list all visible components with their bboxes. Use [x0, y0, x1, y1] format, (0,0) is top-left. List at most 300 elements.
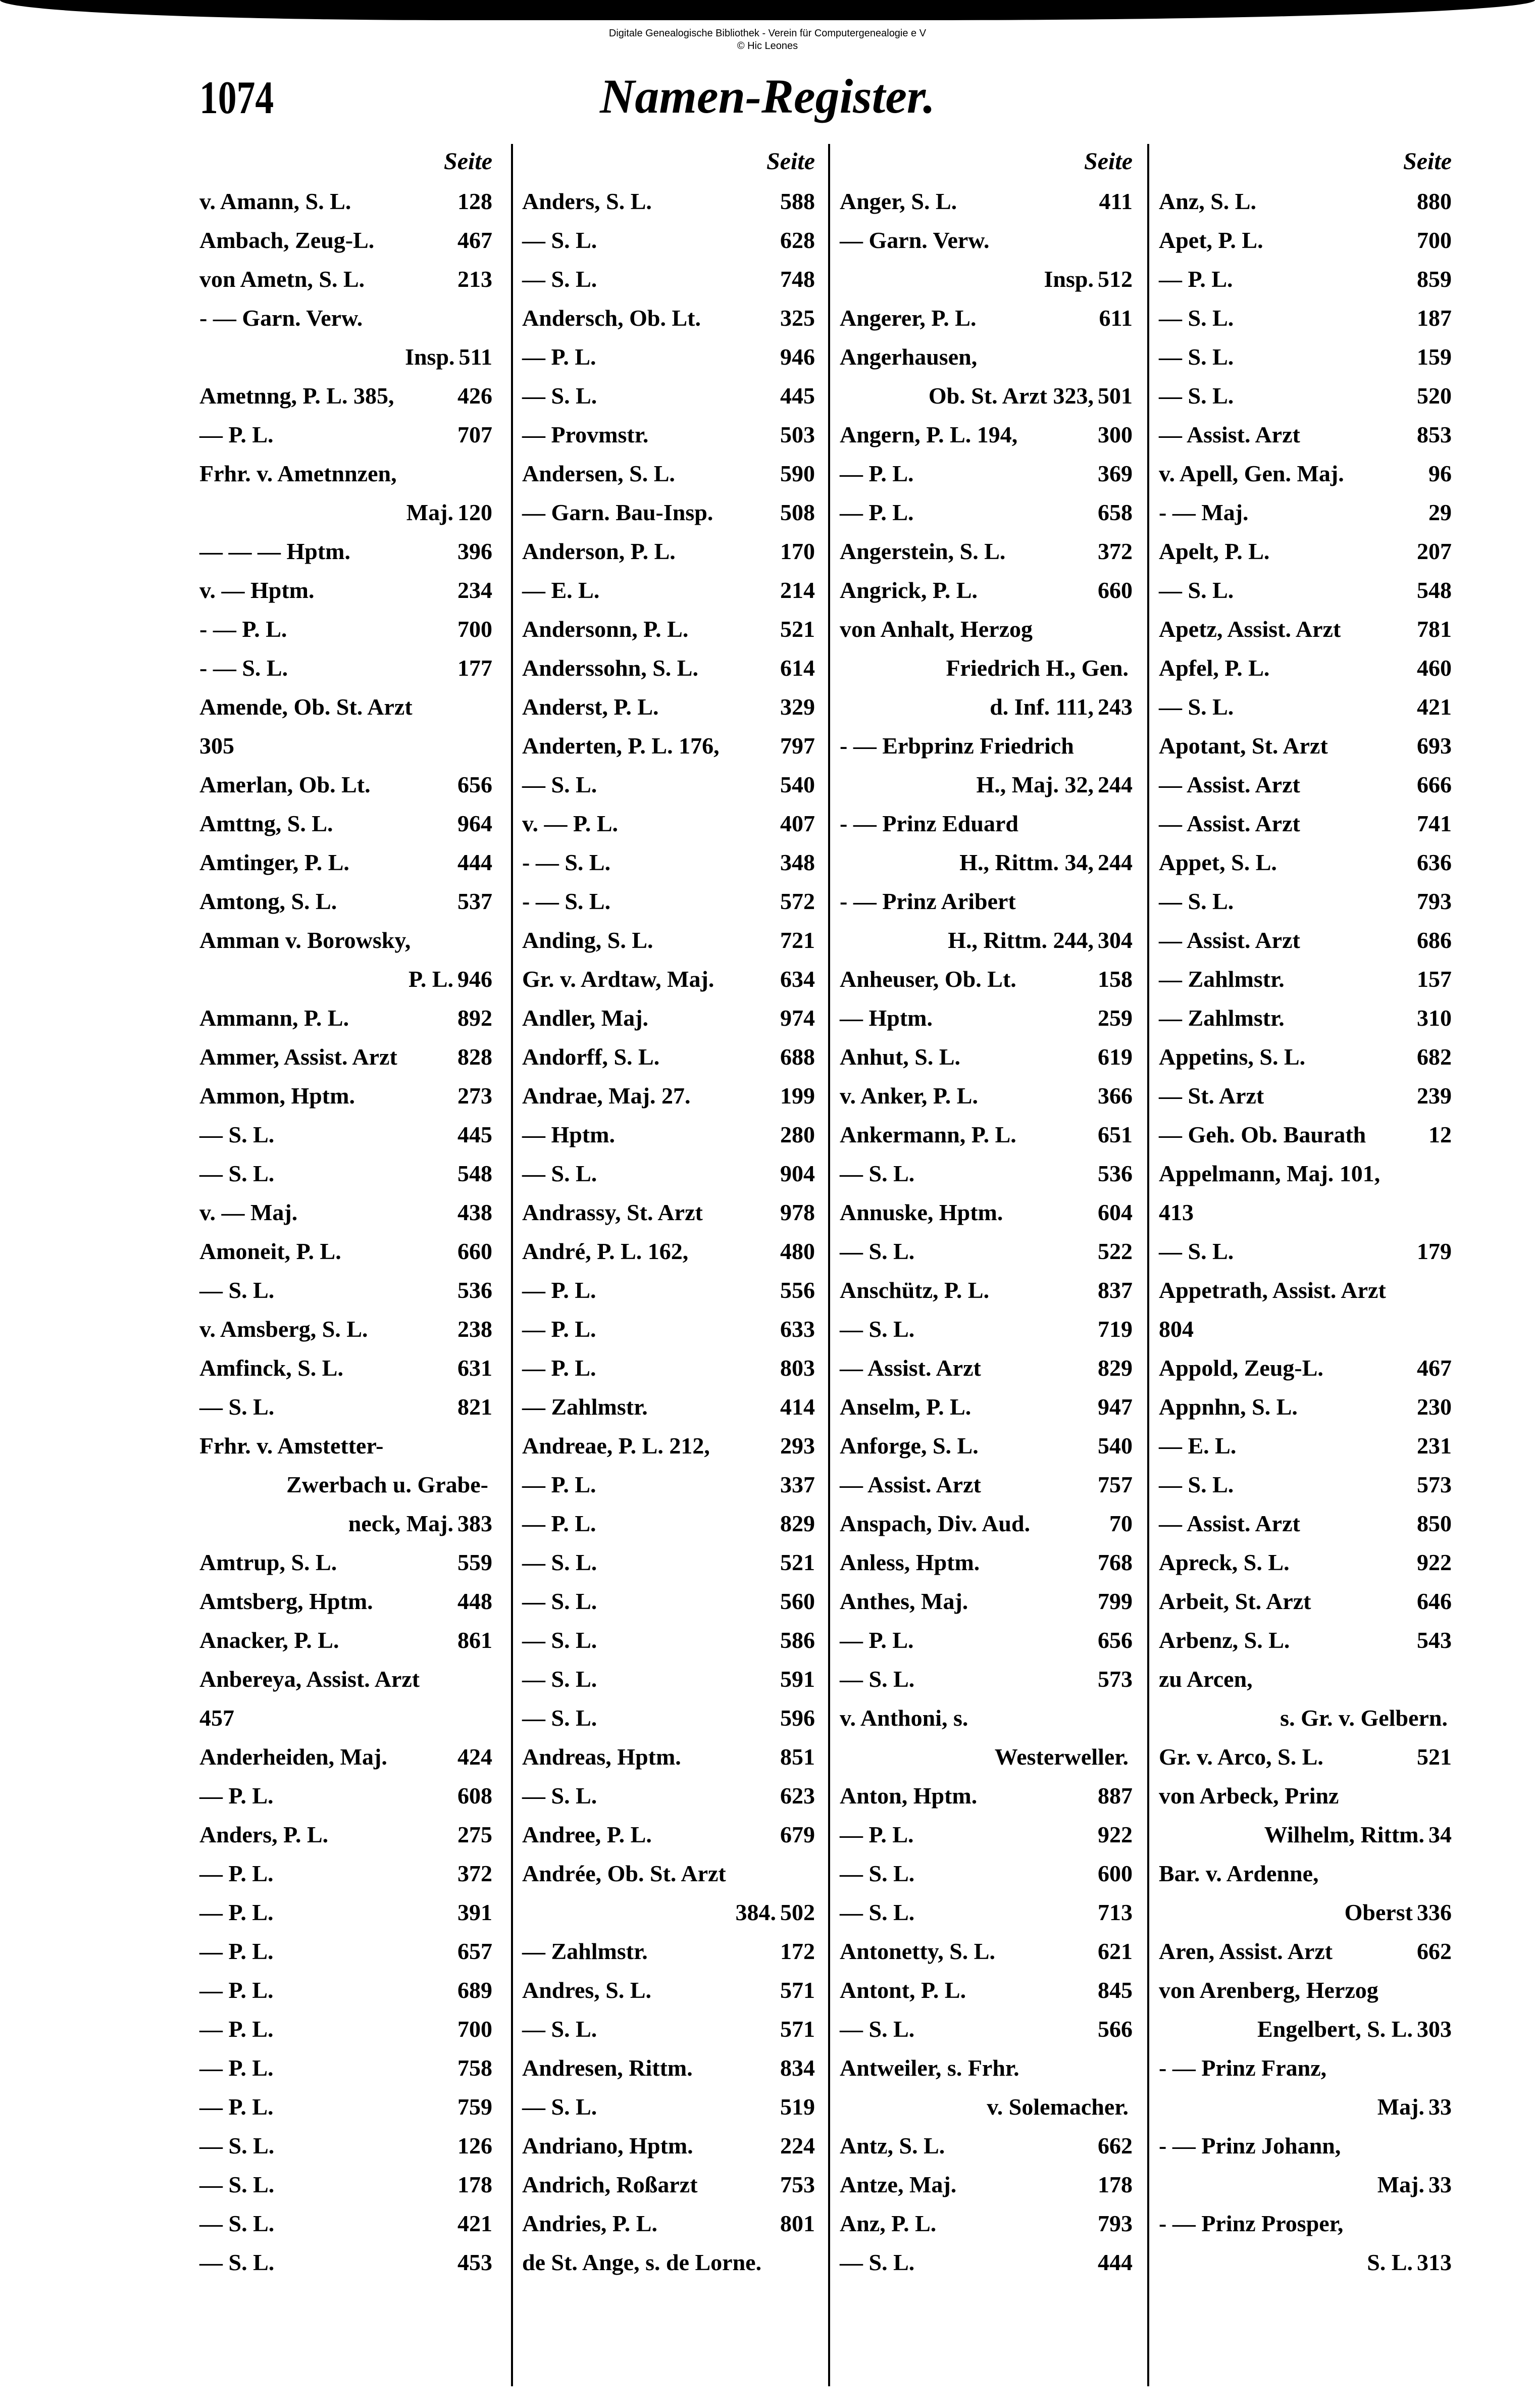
entry-page: 158	[1098, 966, 1133, 992]
register-entry	[199, 843, 492, 882]
entry-name: — E. L.	[522, 577, 600, 603]
entry-page: 366	[1098, 1083, 1133, 1109]
register-entry	[840, 610, 1133, 648]
entry-name: — P. L.	[199, 1938, 274, 1964]
entry-page: 34	[1428, 1822, 1452, 1847]
register-entry	[840, 1426, 1133, 1465]
entry-page: 571	[780, 1977, 815, 2003]
register-entry	[840, 1932, 1133, 1971]
entry-page: 445	[780, 383, 815, 409]
register-entry	[1159, 376, 1452, 415]
register-entry	[1159, 2048, 1452, 2087]
entry-page: 964	[457, 811, 492, 836]
register-entry	[1159, 337, 1452, 376]
register-entry	[840, 532, 1133, 571]
entry-page: 337	[780, 1472, 815, 1497]
register-entry	[199, 1737, 492, 1776]
entry-name: Andersen, S. L.	[522, 461, 675, 486]
entry-name: — P. L.	[522, 1355, 596, 1381]
entry-name: Anhut, S. L.	[840, 1044, 961, 1070]
entry-page: 700	[457, 616, 492, 642]
register-entry	[522, 1154, 815, 1193]
entry-name: Anselm, P. L.	[840, 1394, 971, 1420]
column-divider	[828, 144, 830, 2386]
entry-page: 313	[1417, 2249, 1452, 2275]
register-entry	[840, 2165, 1133, 2204]
entry-name: Annuske, Hptm.	[840, 1199, 1003, 1225]
entry-page: 631	[457, 1355, 492, 1381]
entry-name: Anderson, P. L.	[522, 538, 676, 564]
entry-name: Bar. v. Ardenne,	[1159, 1861, 1319, 1886]
entry-page: 658	[1098, 499, 1133, 525]
register-entry	[522, 1076, 815, 1115]
entry-name: — S. L.	[199, 1394, 275, 1420]
register-entry	[1159, 1193, 1452, 1232]
register-entry	[840, 687, 1133, 726]
entry-name: Andorff, S. L.	[522, 1044, 660, 1070]
register-entry	[1159, 1660, 1452, 1698]
entry-name: 384.	[735, 1899, 776, 1925]
register-entry	[199, 454, 492, 493]
register-entry	[840, 2204, 1133, 2243]
entry-page: 748	[780, 266, 815, 292]
register-entry	[840, 882, 1133, 921]
register-entry	[840, 1543, 1133, 1582]
register-entry	[522, 765, 815, 804]
entry-name: v. Amsberg, S. L.	[199, 1316, 368, 1342]
entry-page: 304	[1098, 927, 1133, 953]
register-entry	[199, 571, 492, 610]
seite-header: Seite	[1084, 148, 1133, 175]
register-entry	[1159, 415, 1452, 454]
register-entry	[522, 1387, 815, 1426]
entry-name: — S. L.	[1159, 694, 1234, 720]
entry-name: - — Prinz Johann,	[1159, 2133, 1341, 2159]
entry-name: Andree, P. L.	[522, 1822, 652, 1847]
entry-name: — P. L.	[522, 1472, 596, 1497]
register-entry	[522, 1660, 815, 1698]
register-entry	[1159, 2165, 1452, 2204]
entry-name: — S. L.	[199, 2172, 275, 2197]
entry-page: 588	[780, 188, 815, 214]
register-column-4	[1159, 141, 1452, 2282]
entry-page: 519	[780, 2094, 815, 2120]
entry-page: 666	[1417, 772, 1452, 797]
seite-header: Seite	[444, 148, 492, 175]
entry-name: Friedrich H., Gen.	[946, 655, 1129, 681]
entry-page: 834	[780, 2055, 815, 2081]
register-entry	[840, 493, 1133, 532]
entry-name: Andresen, Rittm.	[522, 2055, 693, 2081]
entry-name: - — S. L.	[199, 655, 288, 681]
entry-page: 611	[1099, 305, 1133, 331]
entry-page: 803	[780, 1355, 815, 1381]
entry-page: 457	[199, 1705, 234, 1731]
entry-name: Anderssohn, S. L.	[522, 655, 698, 681]
register-entry	[840, 1387, 1133, 1426]
register-entry	[522, 998, 815, 1037]
entry-page: 512	[1098, 266, 1133, 292]
entry-name: Appold, Zeug-L.	[1159, 1355, 1323, 1381]
entry-name: Anless, Hptm.	[840, 1549, 980, 1575]
entry-name: - — Maj.	[1159, 499, 1249, 525]
register-entry	[199, 960, 492, 998]
register-entry	[840, 1348, 1133, 1387]
entry-name: — P. L.	[840, 1822, 914, 1847]
register-entry	[840, 1076, 1133, 1115]
register-entry	[840, 804, 1133, 843]
entry-name: Ankermann, P. L.	[840, 1122, 1016, 1147]
register-entry	[199, 648, 492, 687]
entry-page: 503	[780, 422, 815, 447]
entry-name: Anacker, P. L.	[199, 1627, 339, 1653]
register-entry	[1159, 687, 1452, 726]
entry-name: — S. L.	[199, 2133, 275, 2159]
entry-name: s. Gr. v. Gelbern.	[1280, 1705, 1448, 1731]
entry-name: Anheuser, Ob. Lt.	[840, 966, 1016, 992]
register-entry	[840, 571, 1133, 610]
register-entry	[522, 921, 815, 960]
register-column-3	[840, 141, 1133, 2282]
entry-page: 170	[780, 538, 815, 564]
entry-page: 329	[780, 694, 815, 720]
entry-name: v. Solemacher.	[987, 2094, 1129, 2120]
entry-page: 521	[780, 1549, 815, 1575]
entry-name: Andrée, Ob. St. Arzt	[522, 1861, 726, 1886]
entry-page: 33	[1428, 2094, 1452, 2120]
entry-page: 707	[457, 422, 492, 447]
entry-page: 336	[1417, 1899, 1452, 1925]
register-entry	[522, 1815, 815, 1854]
entry-page: 978	[780, 1199, 815, 1225]
entry-name: Anz, S. L.	[1159, 188, 1256, 214]
register-entry	[1159, 454, 1452, 493]
entry-name: — S. L.	[522, 1783, 597, 1809]
entry-name: Angrick, P. L.	[840, 577, 978, 603]
entry-name: Appetrath, Assist. Arzt	[1159, 1277, 1386, 1303]
register-entry	[840, 648, 1133, 687]
register-entry	[1159, 1504, 1452, 1543]
register-entry	[840, 1660, 1133, 1698]
entry-page: 688	[780, 1044, 815, 1070]
register-entry	[199, 260, 492, 298]
entry-page: 572	[780, 888, 815, 914]
entry-page: 536	[1098, 1161, 1133, 1186]
entry-page: 768	[1098, 1549, 1133, 1575]
entry-name: Andersch, Ob. Lt.	[522, 305, 701, 331]
register-entry	[522, 1426, 815, 1465]
register-entry	[199, 1698, 492, 1737]
register-entry	[522, 1348, 815, 1387]
register-entry	[840, 1193, 1133, 1232]
entry-name: - — Prinz Eduard	[840, 811, 1018, 836]
entry-page: 444	[1098, 2249, 1133, 2275]
seite-header: Seite	[1403, 148, 1452, 175]
register-entry	[1159, 610, 1452, 648]
entry-name: v. Apell, Gen. Maj.	[1159, 461, 1344, 486]
entry-name: v. Anthoni, s.	[840, 1705, 968, 1731]
seite-header: Seite	[766, 148, 815, 175]
register-entry	[840, 1893, 1133, 1932]
register-entry	[199, 493, 492, 532]
register-entry	[199, 1115, 492, 1154]
register-entry	[199, 1076, 492, 1115]
register-entry	[522, 1776, 815, 1815]
register-entry	[1159, 1815, 1452, 1854]
entry-page: 759	[457, 2094, 492, 2120]
register-entry	[522, 687, 815, 726]
entry-name: — S. L.	[840, 1316, 915, 1342]
entry-page: 758	[457, 2055, 492, 2081]
watermark-line-1: Digitale Genealogische Bibliothek - Verein für Computergenealogie e V	[608, 28, 927, 39]
entry-name: d. Inf. 111,	[990, 694, 1094, 720]
entry-page: 414	[780, 1394, 815, 1420]
entry-name: Appelmann, Maj. 101,	[1159, 1161, 1380, 1186]
register-entry	[522, 1543, 815, 1582]
entry-name: Ambach, Zeug-L.	[199, 227, 375, 253]
entry-page: 559	[457, 1549, 492, 1575]
entry-name: Antweiler, s. Frhr.	[840, 2055, 1019, 2081]
register-entry	[1159, 1971, 1452, 2010]
register-entry	[840, 1504, 1133, 1543]
register-entry	[522, 298, 815, 337]
register-entry	[840, 1971, 1133, 2010]
entry-page: 126	[457, 2133, 492, 2159]
entry-name: - — Prinz Prosper,	[1159, 2211, 1344, 2236]
register-entry	[1159, 493, 1452, 532]
entry-page: 537	[457, 888, 492, 914]
register-entry	[840, 960, 1133, 998]
entry-page: 700	[457, 2016, 492, 2042]
entry-page: 207	[1417, 538, 1452, 564]
entry-name: — P. L.	[840, 1627, 914, 1653]
entry-name: Amtong, S. L.	[199, 888, 337, 914]
entry-page: 679	[780, 1822, 815, 1847]
entry-name: Apetz, Assist. Arzt	[1159, 616, 1341, 642]
register-entry	[1159, 2204, 1452, 2243]
entry-name: Westerweller.	[994, 1744, 1129, 1770]
register-entry	[199, 1154, 492, 1193]
entry-name: — S. L.	[522, 383, 597, 409]
register-entry	[840, 1154, 1133, 1193]
entry-name: — Zahlmstr.	[1159, 1005, 1285, 1031]
entry-page: 741	[1417, 811, 1452, 836]
entry-name: Anspach, Div. Aud.	[840, 1511, 1031, 1536]
entry-name: — P. L.	[199, 1783, 274, 1809]
entry-page: 757	[1098, 1472, 1133, 1497]
register-entry	[1159, 1115, 1452, 1154]
entry-page: 303	[1417, 2016, 1452, 2042]
entry-name: Apelt, P. L.	[1159, 538, 1270, 564]
entry-page: 560	[780, 1588, 815, 1614]
entry-page: 850	[1417, 1511, 1452, 1536]
entry-page: 686	[1417, 927, 1452, 953]
entry-page: 623	[780, 1783, 815, 1809]
register-entry	[840, 2126, 1133, 2165]
entry-page: 522	[1098, 1238, 1133, 1264]
entry-name: — S. L.	[522, 2016, 597, 2042]
entry-name: Antz, S. L.	[840, 2133, 945, 2159]
entry-name: von Anhalt, Herzog	[840, 616, 1033, 642]
entry-name: — Geh. Ob. Baurath	[1159, 1122, 1366, 1147]
entry-name: — S. L.	[522, 1666, 597, 1692]
entry-page: 608	[457, 1783, 492, 1809]
entry-page: 548	[457, 1161, 492, 1186]
entry-page: 837	[1098, 1277, 1133, 1303]
register-entry	[1159, 2087, 1452, 2126]
register-entry	[199, 298, 492, 337]
entry-page: 619	[1098, 1044, 1133, 1070]
entry-name: Anz, P. L.	[840, 2211, 937, 2236]
entry-page: 214	[780, 577, 815, 603]
register-entry	[1159, 1543, 1452, 1582]
entry-name: Zwerbach u. Grabe-	[286, 1472, 488, 1497]
entry-name: S. L.	[1367, 2249, 1413, 2275]
entry-name: v. — Maj.	[199, 1199, 298, 1225]
register-entry	[840, 1037, 1133, 1076]
entry-name: André, P. L. 162,	[522, 1238, 689, 1264]
entry-page: 821	[457, 1394, 492, 1420]
entry-page: 887	[1098, 1783, 1133, 1809]
entry-name: Anschütz, P. L.	[840, 1277, 990, 1303]
scan-edge	[0, 0, 1535, 20]
register-entry	[199, 1348, 492, 1387]
register-entry	[522, 493, 815, 532]
register-entry	[522, 843, 815, 882]
register-entry	[199, 2165, 492, 2204]
entry-name: — Zahlmstr.	[522, 1938, 648, 1964]
register-entry	[1159, 571, 1452, 610]
register-entry	[199, 1193, 492, 1232]
entry-name: — Assist. Arzt	[1159, 811, 1300, 836]
register-entry	[1159, 2126, 1452, 2165]
register-entry	[840, 2087, 1133, 2126]
register-entry	[199, 1932, 492, 1971]
entry-page: 922	[1417, 1549, 1452, 1575]
entry-page: 444	[457, 849, 492, 875]
entry-page: 540	[780, 772, 815, 797]
entry-name: zu Arcen,	[1159, 1666, 1253, 1692]
entry-name: Antze, Maj.	[840, 2172, 957, 2197]
register-entry	[199, 1854, 492, 1893]
entry-name: — P. L.	[522, 344, 596, 370]
entry-page: 573	[1417, 1472, 1452, 1497]
entry-page: 536	[457, 1277, 492, 1303]
entry-name: - — S. L.	[522, 849, 611, 875]
entry-page: 646	[1417, 1588, 1452, 1614]
register-entry	[1159, 1698, 1452, 1737]
entry-name: de St. Ange, s. de Lorne.	[522, 2249, 762, 2275]
entry-name: Andreas, Hptm.	[522, 1744, 681, 1770]
entry-name: Apotant, St. Arzt	[1159, 733, 1328, 759]
entry-name: Ammann, P. L.	[199, 1005, 349, 1031]
register-entry	[522, 1465, 815, 1504]
register-entry	[199, 1776, 492, 1815]
entry-page: 411	[1099, 188, 1133, 214]
entry-name: Anderheiden, Maj.	[199, 1744, 387, 1770]
entry-page: 829	[1098, 1355, 1133, 1381]
entry-page: 521	[1417, 1744, 1452, 1770]
entry-page: 460	[1417, 655, 1452, 681]
entry-name: Maj.	[406, 499, 453, 525]
entry-page: 369	[1098, 461, 1133, 486]
register-entry	[522, 804, 815, 843]
register-entry	[1159, 298, 1452, 337]
register-entry	[522, 1037, 815, 1076]
entry-page: 348	[780, 849, 815, 875]
register-entry	[1159, 1232, 1452, 1271]
entry-page: 657	[457, 1938, 492, 1964]
register-entry	[199, 376, 492, 415]
register-entry	[1159, 1465, 1452, 1504]
column-divider	[511, 144, 513, 2386]
entry-name: — P. L.	[840, 461, 914, 486]
entry-name: Amtsberg, Hptm.	[199, 1588, 373, 1614]
register-entry	[522, 376, 815, 415]
register-entry	[199, 2010, 492, 2048]
register-entry	[1159, 1582, 1452, 1621]
entry-name: Amfinck, S. L.	[199, 1355, 343, 1381]
entry-name: — Hptm.	[522, 1122, 615, 1147]
register-entry	[1159, 1621, 1452, 1660]
entry-page: 177	[457, 655, 492, 681]
register-entry	[840, 454, 1133, 493]
register-entry	[1159, 765, 1452, 804]
entry-page: 391	[457, 1899, 492, 1925]
entry-name: Arbeit, St. Arzt	[1159, 1588, 1311, 1614]
entry-name: — S. L.	[522, 266, 597, 292]
entry-page: 656	[457, 772, 492, 797]
entry-page: 199	[780, 1083, 815, 1109]
register-entry	[840, 221, 1133, 260]
entry-name: Anton, Hptm.	[840, 1783, 978, 1809]
entry-name: Amende, Ob. St. Arzt	[199, 694, 413, 720]
entry-page: 243	[1098, 694, 1133, 720]
entry-name: Insp.	[1044, 266, 1094, 292]
entry-page: 508	[780, 499, 815, 525]
entry-name: — S. L.	[199, 1277, 275, 1303]
entry-name: Andrassy, St. Arzt	[522, 1199, 703, 1225]
entry-page: 238	[457, 1316, 492, 1342]
register-entry	[1159, 1932, 1452, 1971]
register-entry	[840, 1854, 1133, 1893]
entry-name: — E. L.	[1159, 1433, 1237, 1459]
register-entry	[840, 2243, 1133, 2282]
entry-name: von Arbeck, Prinz	[1159, 1783, 1339, 1809]
register-entry	[840, 726, 1133, 765]
entry-page: 828	[457, 1044, 492, 1070]
register-entry	[840, 1582, 1133, 1621]
register-entry	[840, 376, 1133, 415]
entry-name: — Zahlmstr.	[522, 1394, 648, 1420]
entry-page: 234	[457, 577, 492, 603]
entry-page: 600	[1098, 1861, 1133, 1886]
entry-name: Amttng, S. L.	[199, 811, 333, 836]
entry-name: — P. L.	[199, 1861, 274, 1886]
entry-page: 438	[457, 1199, 492, 1225]
register-entry	[522, 1232, 815, 1271]
entry-name: Antont, P. L.	[840, 1977, 966, 2003]
register-entry	[522, 960, 815, 998]
entry-name: — S. L.	[1159, 1472, 1234, 1497]
entry-page: 421	[1417, 694, 1452, 720]
entry-name: Oberst	[1344, 1899, 1413, 1925]
entry-page: 259	[1098, 1005, 1133, 1031]
entry-name: — Assist. Arzt	[1159, 1511, 1300, 1536]
register-entry	[840, 843, 1133, 882]
entry-page: 178	[1098, 2172, 1133, 2197]
entry-page: 159	[1417, 344, 1452, 370]
